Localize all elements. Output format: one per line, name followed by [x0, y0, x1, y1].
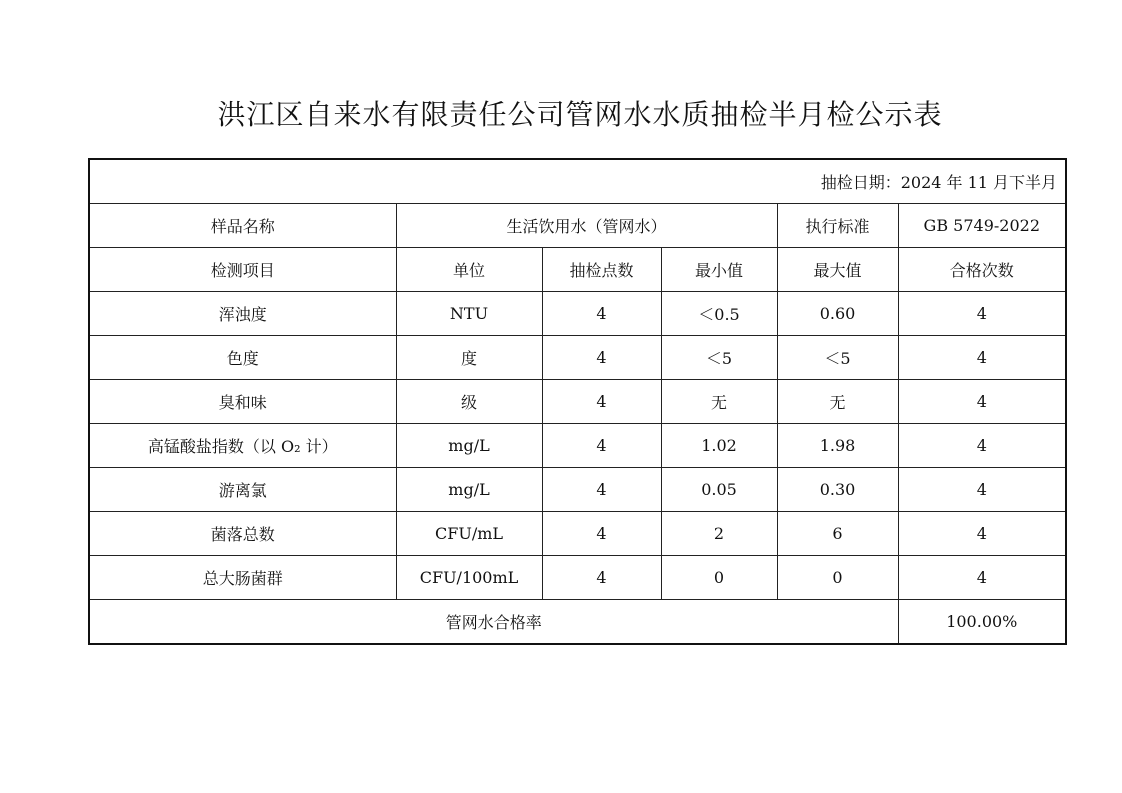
table-cell: 菌落总数 [89, 512, 396, 556]
table-cell: 4 [542, 424, 661, 468]
table-cell: 4 [542, 468, 661, 512]
table-cell: 4 [542, 556, 661, 600]
header-cell: 合格次数 [898, 248, 1066, 292]
table-cell: 1.02 [661, 424, 777, 468]
table-cell: 4 [542, 292, 661, 336]
header-cell: 最小值 [661, 248, 777, 292]
table-cell: 4 [542, 512, 661, 556]
table-cell: 4 [898, 424, 1066, 468]
table-row [89, 336, 1066, 380]
sample-name-value: 生活饮用水（管网水） [396, 204, 777, 248]
sample-date: 抽检日期：2024 年 11 月下半月 [89, 159, 1066, 204]
table-cell: 度 [396, 336, 542, 380]
table-row [89, 468, 1066, 512]
table-row [89, 556, 1066, 600]
sample-info-row [89, 204, 1066, 248]
header-cell: 抽检点数 [542, 248, 661, 292]
page-title: 洪江区自来水有限责任公司管网水水质抽检半月检公示表 [217, 98, 943, 131]
table-row [89, 424, 1066, 468]
table-cell: 4 [898, 380, 1066, 424]
summary-label: 管网水合格率 [89, 600, 898, 645]
table-cell: 级 [396, 380, 542, 424]
table-row [89, 512, 1066, 556]
table-cell: 4 [542, 380, 661, 424]
table-cell: NTU [396, 292, 542, 336]
table-cell: 1.98 [777, 424, 898, 468]
standard-value: GB 5749-2022 [898, 204, 1066, 248]
table-cell: 4 [898, 468, 1066, 512]
header-cell: 检测项目 [89, 248, 396, 292]
table-cell: ＜5 [777, 336, 898, 380]
date-row [89, 159, 1066, 204]
table-row [89, 292, 1066, 336]
summary-value: 100.00% [898, 600, 1066, 645]
table-cell: 0.60 [777, 292, 898, 336]
water-quality-table [88, 158, 1067, 645]
data-rows [89, 292, 1066, 600]
table-cell: 6 [777, 512, 898, 556]
table-cell: 4 [898, 512, 1066, 556]
table-cell: 4 [898, 336, 1066, 380]
table-row [89, 380, 1066, 424]
table-cell: 无 [777, 380, 898, 424]
table-cell: 4 [898, 292, 1066, 336]
table-cell: 浑浊度 [89, 292, 396, 336]
table-cell: CFU/mL [396, 512, 542, 556]
standard-label: 执行标准 [777, 204, 898, 248]
header-cell: 单位 [396, 248, 542, 292]
table-cell: 高锰酸盐指数（以 O₂ 计） [89, 424, 396, 468]
table-cell: 2 [661, 512, 777, 556]
table-cell: 无 [661, 380, 777, 424]
table-cell: mg/L [396, 468, 542, 512]
table-cell: ＜5 [661, 336, 777, 380]
table-cell: 0 [661, 556, 777, 600]
header-row [89, 248, 1066, 292]
table-cell: CFU/100mL [396, 556, 542, 600]
summary-row [89, 600, 1066, 645]
table-cell: 4 [542, 336, 661, 380]
table-cell: 臭和味 [89, 380, 396, 424]
table-cell: mg/L [396, 424, 542, 468]
table-cell: ＜0.5 [661, 292, 777, 336]
table-cell: 游离氯 [89, 468, 396, 512]
table-cell: 4 [898, 556, 1066, 600]
table-cell: 0.30 [777, 468, 898, 512]
table-cell: 总大肠菌群 [89, 556, 396, 600]
table-cell: 色度 [89, 336, 396, 380]
table-cell: 0.05 [661, 468, 777, 512]
table-cell: 0 [777, 556, 898, 600]
sample-name-label: 样品名称 [89, 204, 396, 248]
header-cell: 最大值 [777, 248, 898, 292]
